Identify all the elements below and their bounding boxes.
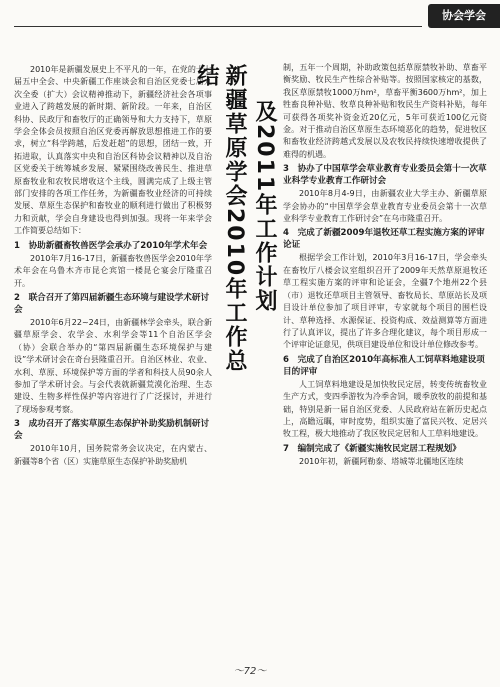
- section-body: 2010年6月22~24日，由新疆林学会牵头，联合新疆草原学会、农学会、水利学会等11个自治区学会（协）会联合举办的“第四届新疆生态环境保护与建设”学术研讨会在奇台县隆重召开。自治区林业、农业、水利、草原、环境保护等方面的学者和科技人员90余人参加了学术研讨会。与会代表就新疆荒漠化治理、生态建设、生物多样性保护等内容进行了广泛探讨，并进行了现场参观考察。: [14, 317, 212, 414]
- continued-paragraph: 制，五年一个周期，补助政策包括草原禁牧补助、草畜平衡奖励、牧民生产性综合补贴等。按照国家核定的基数，我区草原禁牧1000万hm²，草畜平衡3600万hm²，加上牲畜良种补贴、牧草良种补贴和牧民生产资料补贴，每年可获得各项奖补资金近20亿元，5年可获近100亿元资金。对于推动自治区草原生态环境恶化的趋势，促进牧区和畜牧业经济跨越式发展以及农牧民持续快速增收提供了难得的机遇。: [283, 63, 487, 159]
- intro-paragraph: 2010年是新疆发展史上不平凡的一年，在党的十七届五中全会、中央新疆工作座谈会和自治区党委七届九次全委（扩大）会议精神推动下，新疆经济社会各项事业进入了跨越发展的新时期、新阶段。一年来，自治区科协、民政厅和畜牧厅的正确领导和大力支持下，草原学会全体会员按照自治区党委再解放思想推进工作的要求，树立“科学跨越，后发赶超”的思想，团结一致，开拓进取，认真落实中央和自治区科协会议精神以及自治区党委关于统筹城乡发展、紧紧围绕改善民生、推进草原畜牧业和农牧民增收这个主线，圆满完成了上级主管部门安排的各项工作任务，为新疆畜牧业经济的可持续发展、草原生态保护和畜牧业的顺利进行做出了积极努力和贡献，学会自身建设也得到加强。现将一年来学会工作简要总结如下：: [14, 65, 212, 236]
- section-heading: 1 协助新疆畜牧兽医学会承办了2010年学术年会: [14, 240, 208, 251]
- section-body: 2010年8月4-9日，由新疆农业大学主办、新疆草原学会协办的“中国草学会草业教育专业委员会第十一次草业科学专业教育工作研讨会”在乌市隆重召开。: [283, 189, 487, 224]
- section-heading: 6 完成了自治区2010年高标准人工饲草料地建设项目的评审: [283, 354, 485, 377]
- section-body: 2010年7月16-17日，新疆畜牧兽医学会2010年学术年会在乌鲁木齐市昆仑宾馆一楼昆仑宴会厅隆重召开。: [14, 253, 212, 288]
- section-body: 根据学会工作计划，2010年3月16-17日，学会牵头在畜牧厅八楼会议室组织召开了2009年天然草原退牧还草工程实施方案的评审和论证会，全疆7个地州22个县（市）退牧还草项目主管领导、畜牧局长、草原站长及项目设计单位参加了项目评审，专家就每个项目的围栏设计、草种选择、水源保证、投资构成、效益测算等方面进行了认真评议，提出了许多合理化建议，每个项目形成一个评审论证意见，供项目建设单位和设计单位修改参考。: [283, 253, 487, 350]
- section-heading: 3 协办了中国草学会草业教育专业委员会第十一次草业科学专业教育工作研讨会: [283, 164, 487, 187]
- section-heading: 2 联合召开了第四届新疆生态环境与建设学术研讨会: [14, 292, 210, 315]
- section-body: 2010年10月，国务院常务会议决定，在内蒙古、新疆等8个省（区）实施草原生态保护补助奖励机: [14, 444, 212, 466]
- section-tab: 协会学会: [428, 4, 500, 28]
- section-heading: 7 编制完成了《新疆实施牧民定居工程规划》: [283, 443, 461, 454]
- title-line-2: 及2011年工作计划: [252, 100, 277, 314]
- right-column: [283, 62, 487, 654]
- section-heading: 3 成功召开了落实草原生态保护补助奖励机制研讨会: [14, 419, 210, 442]
- page-header: [0, 0, 500, 30]
- section-heading: 4 完成了新疆2009年退牧还草工程实施方案的评审论证: [283, 228, 485, 251]
- section-body: 2010年初，新疆阿勒泰、塔城等北疆地区连续: [299, 456, 464, 466]
- article-title: [194, 60, 278, 380]
- page-number: ～72～: [233, 666, 267, 677]
- section-body: 人工饲草料地建设是加快牧民定居，转变传统畜牧业生产方式，变四季游牧为冷季舍饲，暖季放牧的前提和基础，特别是新一届自治区党委、人民政府站在新历史起点上，高瞻远瞩，审时度势，组织实施了富民兴牧、定居兴牧工程，极大地推动了我区牧民定居和人工草料地建设。: [283, 379, 487, 439]
- title-line-1: 新疆草原学会2010年工作总结: [194, 64, 247, 374]
- header-rule: [14, 26, 422, 27]
- left-column: [14, 64, 212, 654]
